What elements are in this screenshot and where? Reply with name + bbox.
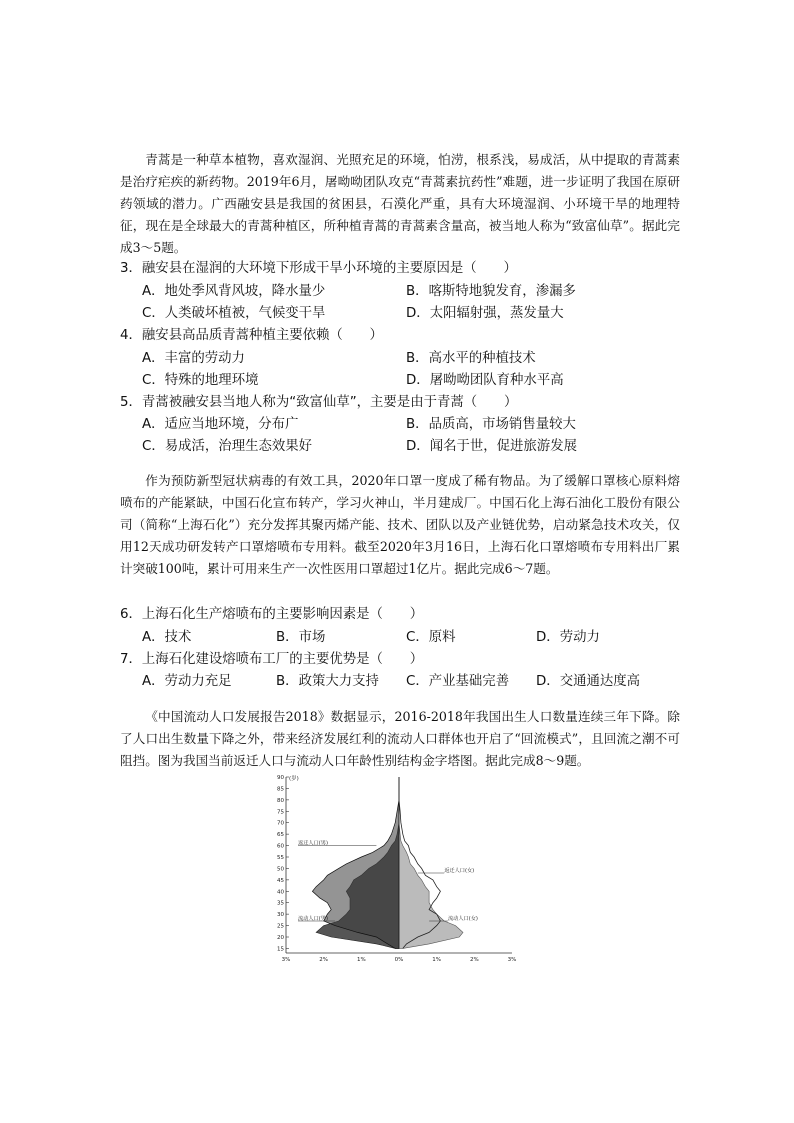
label-return-male: 返迁人口(男) — [298, 840, 328, 847]
return-male-area — [312, 777, 399, 948]
q4-option-a: A．丰富的劳动力 — [142, 351, 245, 366]
question-6-stem: 6．上海石化生产熔喷布的主要影响因素是（ ） — [120, 607, 424, 622]
y-tick-label: 20 — [277, 935, 284, 941]
y-tick-label: 45 — [277, 877, 284, 884]
question-4-stem: 4．融安县高品质青蒿种植主要依赖（ ） — [120, 328, 383, 343]
q7-option-a: A．劳动力充足 — [142, 674, 232, 689]
y-tick-label: 75 — [277, 809, 284, 816]
y-tick-label: 80 — [277, 797, 284, 804]
q7-option-d: D．交通通达度高 — [536, 674, 641, 689]
q3-option-d: D．太阳辐射强，蒸发量大 — [406, 306, 564, 321]
y-tick-label: 60 — [277, 843, 284, 850]
q7-option-c: C．产业基础完善 — [406, 674, 510, 689]
q5-option-a: A．适应当地环境，分布广 — [142, 417, 299, 432]
x-tick-label: 0% — [394, 957, 404, 963]
passage-1 — [120, 149, 680, 259]
x-tick-label: 1% — [432, 957, 442, 963]
q3-option-b: B．喀斯特地貌发育，渗漏多 — [406, 284, 576, 299]
q6-option-b: B．市场 — [276, 630, 326, 645]
question-7-stem: 7．上海石化建设熔喷布工厂的主要优势是（ ） — [120, 652, 424, 667]
y-tick-label: 50 — [277, 866, 284, 873]
q6-option-d: D．劳动力 — [536, 630, 600, 645]
q4-option-c: C．特殊的地理环境 — [142, 373, 259, 388]
x-tick-label: 2% — [319, 957, 329, 963]
q3-option-c: C．人类破坏植被，气候变干旱 — [142, 306, 326, 321]
q4-option-d: D．屠呦呦团队育种水平高 — [406, 373, 564, 388]
y-tick-label: 85 — [277, 786, 284, 793]
q7-option-b: B．政策大力支持 — [276, 674, 379, 689]
y-axis-unit: (岁) — [289, 776, 299, 782]
question-3-stem: 3．融安县在湿润的大环境下形成干旱小环境的主要原因是（ ） — [120, 261, 517, 276]
q3-option-a: A．地处季风背风坡，降水量少 — [142, 284, 326, 299]
q5-option-d: D．闻名于世，促进旅游发展 — [406, 439, 577, 454]
y-tick-label: 35 — [277, 900, 284, 907]
passage-2 — [120, 470, 680, 580]
passage-3-text: 《中国流动人口发展报告2018》数据显示，2016-2018年我国出生人口数量连续三年下降。除了人口出生数量下降之外，带来经济发展红利的流动人口群体也开启了“回流模式”，且回流之潮不可阻挡。图为我国当前返迁人口与流动人口年龄性别结构金字塔图。据此完成8～9题。 — [120, 709, 680, 768]
q5-option-b: B．品质高，市场销售量较大 — [406, 417, 576, 432]
q6-option-a: A．技术 — [142, 630, 192, 645]
y-tick-label: 65 — [277, 832, 284, 839]
y-tick-label: 15 — [277, 946, 284, 953]
passage-2-text: 作为预防新型冠状病毒的有效工具，2020年口罩一度成了稀有物品。为了缓解口罩核心原料熔喷布的产能紧缺，中国石化宣布转产，学习火神山，半月建成厂。中国石化上海石油化工股份有限公司（简称“上海石化”）充分发挥其聚丙烯产能、技术、团队以及产业链优势，启动紧急技术攻关，仅用12天成功研发转产口罩熔喷布专用料。截至2020年3月16日，上海石化口罩熔喷布专用料出厂累计突破100吨，累计可用来生产一次性医用口罩超过1亿片。据此完成6～7题。 — [120, 473, 680, 576]
y-tick-label: 55 — [277, 855, 284, 861]
q4-option-b: B．高水平的种植技术 — [406, 351, 536, 366]
x-tick-label: 3% — [281, 957, 291, 963]
label-migrant-male: 流动人口(男) — [298, 916, 328, 922]
y-tick-label: 40 — [277, 889, 284, 896]
y-tick-label: 90 — [277, 775, 284, 781]
q6-option-c: C．原料 — [406, 630, 456, 645]
x-tick-label: 1% — [356, 957, 366, 963]
y-tick-label: 30 — [277, 912, 284, 919]
x-tick-label: 2% — [469, 957, 479, 963]
label-migrant-female: 流动人口(女) — [447, 916, 478, 922]
y-tick-label: 70 — [277, 820, 284, 827]
label-return-female: 返迁人口(女) — [444, 868, 475, 874]
question-5-stem: 5．青蒿被融安县当地人称为“致富仙草”，主要是由于青蒿（ ） — [120, 395, 518, 410]
y-tick-label: 25 — [277, 923, 284, 930]
population-pyramid-chart — [272, 773, 524, 967]
migrant-female-area — [399, 777, 463, 948]
passage-3 — [120, 706, 680, 772]
x-tick-label: 3% — [507, 957, 517, 963]
q5-option-c: C．易成活，治理生态效果好 — [142, 439, 313, 454]
passage-1-text: 青蒿是一种草本植物，喜欢湿润、光照充足的环境，怕涝，根系浅，易成活，从中提取的青蒿素是治疗疟疾的新药物。2019年6月，屠呦呦团队攻克“青蒿素抗药性”难题，进一步证明了我国在原研药领域的潜力。广西融安县是我国的贫困县，石漠化严重，具有大环境湿润、小环境干旱的地理特征，现在是全球最大的青蒿种植区，所种植青蒿的青蒿素含量高，被当地人称为“致富仙草”。据此完成3～5题。 — [120, 152, 680, 255]
